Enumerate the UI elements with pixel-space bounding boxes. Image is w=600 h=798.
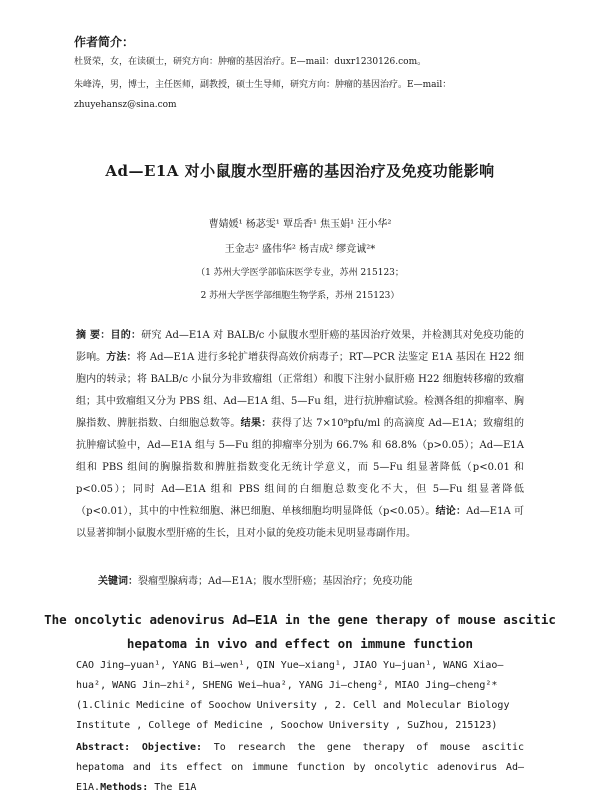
english-abstract-label: Abstract: [76,742,131,753]
author-intro-line-2: 朱峰涛，男，博士，主任医师，副教授，硕士生导师，研究方向：肿瘤的基因治疗。E—mail： [74,80,452,90]
objective-text: 研究 Ad—E1A 对 BALB/c 小鼠腹水型肝癌的基因治疗效果，并检测其对免疫功能的影响。 [76,330,525,363]
english-abstract-line-2-tail: The E1A [154,782,197,793]
english-authors [76,656,524,696]
english-affiliations [76,696,524,736]
chinese-affiliation-line-2: 2 苏州大学医学部细胞生物学系，苏州 215123） [200,291,400,301]
conclusion-text: Ad—E1A 可以显著抑制小鼠腹水型肝癌的生长，且对小鼠的免疫功能未见明显毒副作用。 [76,506,525,539]
chinese-affiliation-line-1: （1 苏州大学医学部临床医学专业，苏州 215123； [196,268,404,278]
author-intro-line-1: 杜贤荣，女，在读硕士，研究方向：肿瘤的基因治疗。E—mail：duxr1230126.com。 [74,57,427,67]
conclusion-label: 结论： [435,506,467,517]
english-authors-line-1: CAO Jing—yuan¹, YANG Bi—wen¹, QIN Yue—xiang¹, JIAO Yu—juan¹, WANG Xiao— [76,660,504,671]
objective-label: 目的： [110,330,142,341]
english-authors-line-2: hua², WANG Jin—zhi², SHENG Wei—hua², YANG Ji—cheng², MIAO Jing—cheng²* [76,680,498,691]
methods-text: 将 Ad—E1A 进行多轮扩增获得高效价病毒子；RT—PCR 法鉴定 E1A 基因在 H22 细胞内的转录；将 BALB/c 小鼠分为非致瘤组（正常组）和腹下注射小鼠肝癌 H22 细胞转移瘤的致瘤组；其中致瘤组又分为 PBS 组、Ad—E1A 组、5—Fu 组，进行抗肿瘤试验。检测各组的抑瘤率、胸腺指数、脾脏指数、白细胞总数等。 [76,352,524,429]
author-intro-email: zhuyehansz@sina.com [74,100,177,110]
english-abstract-line-1: To research the gene therapy of mouse ascitic hepatoma [76,742,524,773]
chinese-authors-line-1: 曹婧媛¹ 杨苾雯¹ 覃岳香¹ 焦玉娟¹ 汪小华² [208,219,392,230]
chinese-authors-line-2: 王金志² 盛伟华² 杨吉成² 缪竞诚²* [224,244,376,255]
english-title-line-2: hepatoma in vivo and effect on immune function [126,636,474,651]
chinese-keywords [98,572,413,587]
results-text: 获得了达 7×10⁹pfu/ml 的高滴度 Ad—E1A；致瘤组的抗肿瘤试验中，Ad—E1A 组与 5—Fu 组的抑瘤率分别为 66.7% 和 68.8%（p>0.05）；Ad—E1A 组和 PBS 组间的胸腺指数和脾脏指数变化无统计学意义，而 5—Fu 组显著降低（p<0.01 和 p<0.05）；同时 Ad—E1A 组和 PBS 组间的白细胞总数变化不大，但 5—Fu 组显著降低（p<0.01），其中的中性粒细胞、淋巴细胞、单核细胞均明显降低（p<0.05）。 [76,418,524,517]
chinese-abstract [76,325,524,545]
english-objective-label: Objective: [141,742,203,753]
english-abstract [76,738,524,798]
chinese-title: Ad—E1A 对小鼠腹水型肝癌的基因治疗及免疫功能影响 [105,162,495,180]
english-title-line-1: The oncolytic adenovirus Ad—E1A in the gene therapy of mouse ascitic [44,612,556,627]
author-intro-heading: 作者简介： [74,35,135,49]
results-label: 结果： [240,418,272,429]
abstract-label: 摘 要： [76,330,111,341]
english-affiliation-line-1: (1.Clinic Medicine of Soochow University , 2. Cell and Molecular Biology [76,700,510,711]
keywords-label: 关键词： [98,576,138,587]
english-methods-label: Methods: [100,782,149,793]
keywords-text: 裂瘤型腺病毒；Ad—E1A；腹水型肝癌；基因治疗；免疫功能 [138,576,413,587]
english-affiliation-line-2: Institute , College of Medicine , Soochow University , SuZhou, 215123) [76,720,498,731]
english-abstract-line-2: and its effect on immune function by oncolytic adenovirus Ad—E1A. [76,762,524,793]
methods-label: 方法： [106,352,137,363]
